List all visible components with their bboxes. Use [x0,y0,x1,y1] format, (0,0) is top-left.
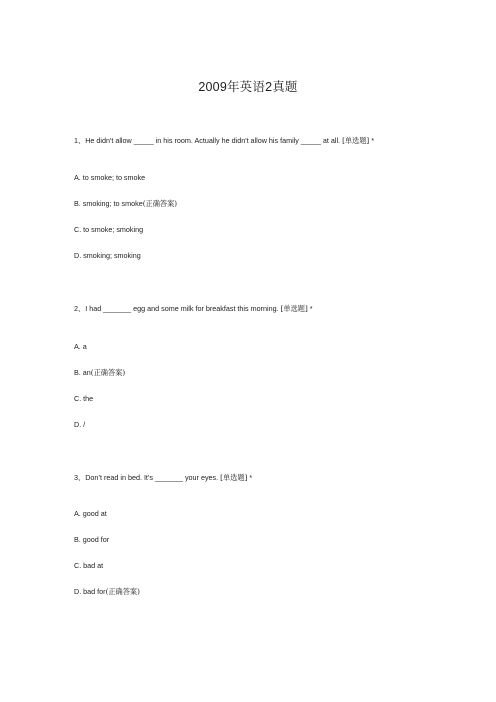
option-label: C. bad at [74,561,104,570]
option-label: D. smoking; smoking [74,251,141,260]
option-label: C. to smoke; smoking [74,225,144,234]
option-label: A. to smoke; to smoke [74,173,146,182]
option-d [74,420,85,430]
option-c [74,394,93,404]
required-mark: * [309,304,313,313]
question-type-tag: [单选题] [280,304,308,313]
option-c [74,561,103,571]
question-type-tag: [单选题] [342,136,370,145]
question-separator: 、 [78,473,86,482]
question-type-tag: [单选题] [220,473,248,482]
question-1 [74,136,474,260]
question-number: 2 [74,304,78,313]
question-number: 1 [74,136,78,145]
option-d [74,587,140,597]
question-text: Don’t read in bed. It’s _______ your eyes. [85,473,219,482]
option-label: D. bad for [74,587,106,596]
correct-answer-tag: (正确答案) [90,368,126,377]
option-label: B. good for [74,535,110,544]
option-label: A. good at [74,509,107,518]
required-mark: * [249,473,253,482]
option-label: B. smoking; to smoke [74,199,143,208]
option-a [74,173,145,183]
question-stem [74,304,474,314]
question-separator: 、 [78,136,86,145]
option-b [74,535,109,545]
option-d [74,251,141,261]
question-number: 3 [74,473,78,482]
question-text: He didn't allow _____ in his room. Actually he didn't allow his family _____ at all. [85,136,341,145]
question-stem [74,473,474,483]
option-label: A. a [74,342,87,351]
option-b [74,199,177,209]
option-c [74,225,143,235]
question-2 [74,304,474,429]
option-label: B. an [74,368,91,377]
option-a [74,342,87,352]
page-title: 2009年英语2真题 [198,80,298,94]
option-label: C. the [74,394,94,403]
correct-answer-tag: (正确答案) [142,199,178,208]
correct-answer-tag: (正确答案) [105,587,140,596]
required-mark: * [371,136,375,145]
question-separator: 、 [78,304,86,313]
question-stem [74,136,474,146]
option-b [74,368,125,378]
option-a [74,509,107,519]
question-3 [74,473,474,596]
option-label: D. / [74,420,86,429]
question-text: I had _______ egg and some milk for breakfast this morning. [85,304,279,313]
